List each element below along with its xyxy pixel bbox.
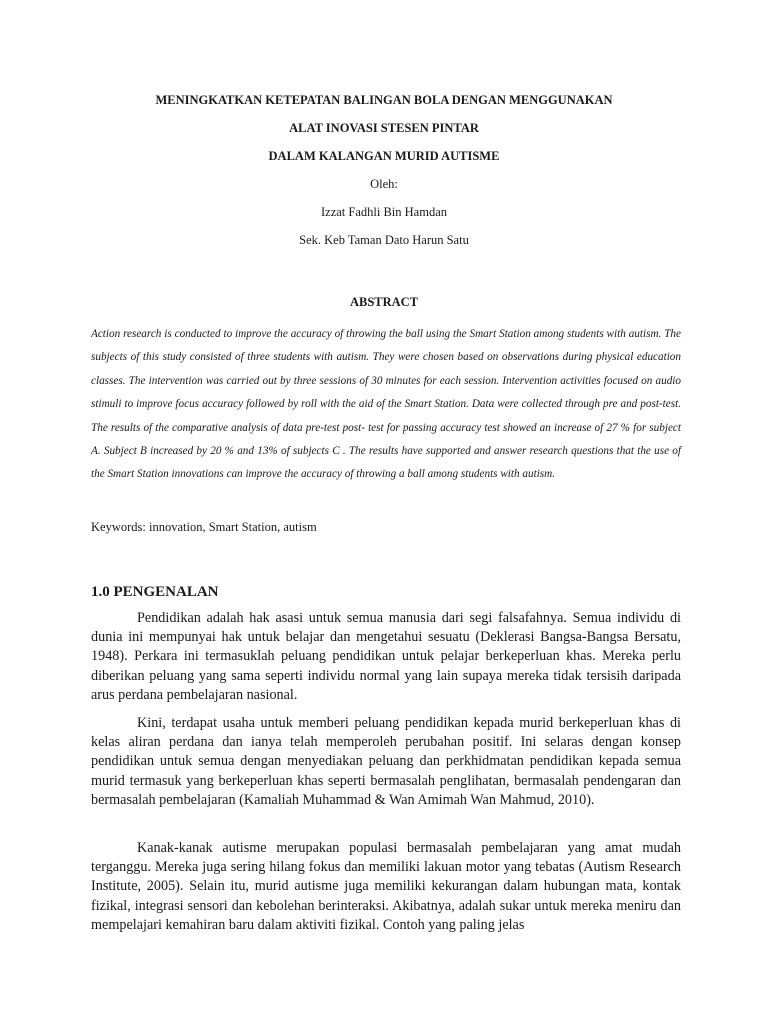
title-line-1: MENINGKATKAN KETEPATAN BALINGAN BOLA DENGAN MENGGUNAKAN	[155, 93, 613, 107]
paragraph-1: Pendidikan adalah hak asasi untuk semua manusia dari segi falsafahnya. Semua individu di dunia ini mempunyai hak untuk belajar dan mengetahui sesuatu (Deklerasi Bangsa-Bangsa Bersatu, 1948). Perkara ini termasuklah peluang pendidikan untuk pelajar berkeperluan khas. Mereka perlu diberikan peluang yang sama seperti individu normal yang lain supaya mereka tidak tersisih daripada arus perdana pembelajaran nasional.	[91, 610, 681, 703]
author-name: Izzat Fadhli Bin Hamdan	[320, 205, 447, 219]
paragraph-2: Kini, terdapat usaha untuk memberi peluang pendidikan kepada murid berkeperluan khas di kelas aliran perdana dan ianya telah memperoleh perubahan positif. Ini selaras dengan konsep pendidikan untuk semua dengan menyediakan peluang dan perkhidmatan pendidikan kepada semua murid termasuk yang berkeperluan khas seperti bermasalah penglihatan, bermasalah pendengaran dan bermasalah pembelajaran (Kamaliah Muhammad & Wan Amimah Wan Mahmud, 2010).	[91, 715, 681, 808]
title-line-3: DALAM KALANGAN MURID AUTISME	[268, 149, 500, 163]
author-affiliation: Sek. Keb Taman Dato Harun Satu	[299, 233, 469, 247]
paragraph-3: Kanak-kanak autisme merupakan populasi bermasalah pembelajaran yang amat mudah terganggu. Mereka juga sering hilang fokus dan memiliki lakuan motor yang tebatas (Autism Research Institute, 2005). Selain itu, murid autisme juga memiliki kekurangan dalam hubungan mata, kontak fizikal, integrasi sensori dan kebolehan berinteraksi. Akibatnya, adalah sukar untuk mereka meniru dan mempelajari kemahiran baru dalam aktiviti fizikal. Contoh yang paling jelas	[91, 840, 681, 933]
abstract-text: Action research is conducted to improve the accuracy of throwing the ball using the Smart Station among students with autism. The subjects of this study consisted of three students with autism. They were chosen based on observations during physical education classes. The intervention was carried out by three sessions of 30 minutes for each session. Intervention activities focused on audio stimuli to improve focus accuracy followed by roll with the aid of the Smart Station. Data were collected through pre and post-test. The results of the comparative analysis of data pre-test post- test for passing accuracy test showed an increase of 27 % for subject A. Subject B increased by 20 % and 13% of subjects C . The results have supported and answer research questions that the use of the Smart Station innovations can improve the accuracy of throwing a ball among students with autism.	[91, 328, 681, 481]
section-heading: 1.0 PENGENALAN	[91, 584, 219, 600]
title-line-2: ALAT INOVASI STESEN PINTAR	[289, 121, 479, 135]
abstract-heading: ABSTRACT	[349, 295, 419, 309]
keywords: Keywords: innovation, Smart Station, autism	[91, 520, 317, 534]
by-label: Oleh:	[370, 177, 398, 191]
